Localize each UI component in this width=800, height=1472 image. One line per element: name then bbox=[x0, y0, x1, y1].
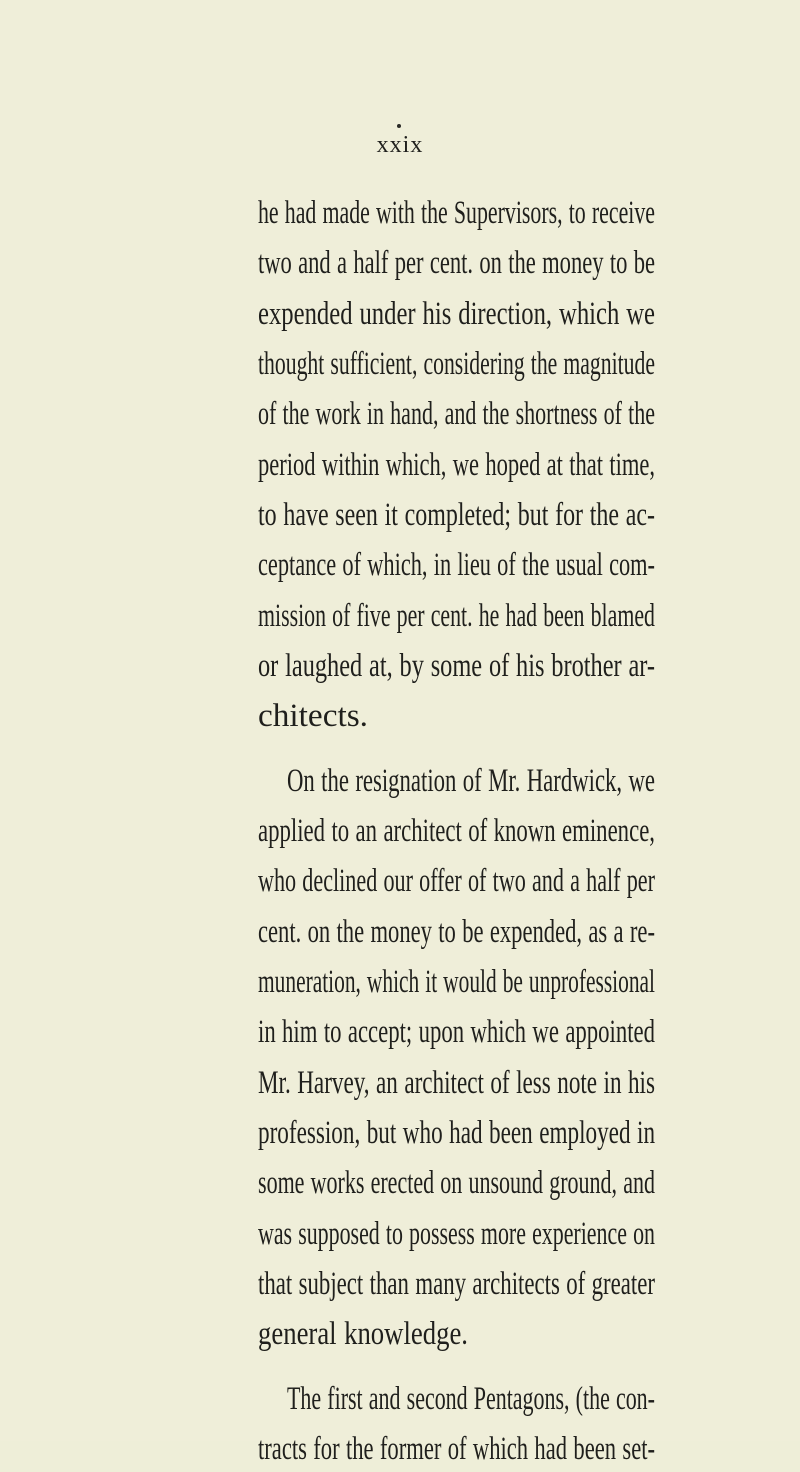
text-line: cent. on the money to be expended, as a re- bbox=[258, 914, 655, 950]
paragraph-start-line: On the resignation of Mr. Hardwick, we bbox=[287, 763, 655, 799]
text-line: was supposed to possess more experience on bbox=[258, 1216, 655, 1252]
text-line: period within which, we hoped at that time, bbox=[258, 447, 656, 483]
text-line: ceptance of which, in lieu of the usual com- bbox=[258, 547, 655, 583]
text-line: profession, but who had been employed in bbox=[258, 1115, 656, 1151]
page-number-dot bbox=[397, 124, 401, 128]
text-line: chitects. bbox=[258, 698, 368, 734]
text-line: he had made with the Supervisors, to receive bbox=[258, 195, 656, 231]
text-line: mission of five per cent. he had been blamed bbox=[258, 598, 655, 634]
text-line: tracts for the former of which had been set- bbox=[258, 1431, 656, 1467]
text-line: two and a half per cent. on the money to be bbox=[258, 245, 655, 281]
text-line: or laughed at, by some of his brother ar- bbox=[258, 648, 655, 684]
text-line: muneration, which it would be unprofessional bbox=[258, 964, 656, 1000]
text-line: who declined our offer of two and a half per bbox=[258, 863, 655, 899]
text-line: to have seen it completed; but for the ac- bbox=[258, 497, 655, 533]
text-line: that subject than many architects of greater bbox=[258, 1266, 655, 1302]
text-line: of the work in hand, and the shortness of the bbox=[258, 396, 655, 432]
text-line: expended under his direction, which we bbox=[258, 296, 655, 332]
text-line: in him to accept; upon which we appointed bbox=[258, 1014, 655, 1050]
paragraph-start-line: The first and second Pentagons, (the con- bbox=[287, 1381, 655, 1417]
text-line: general knowledge. bbox=[258, 1316, 468, 1352]
text-line: thought sufficient, considering the magnitude bbox=[258, 346, 655, 382]
text-line: some works erected on unsound ground, and bbox=[258, 1165, 656, 1201]
text-line: Mr. Harvey, an architect of less note in his bbox=[258, 1065, 655, 1101]
text-line: applied to an architect of known eminence, bbox=[258, 813, 656, 849]
page-number: xxix bbox=[376, 132, 424, 158]
